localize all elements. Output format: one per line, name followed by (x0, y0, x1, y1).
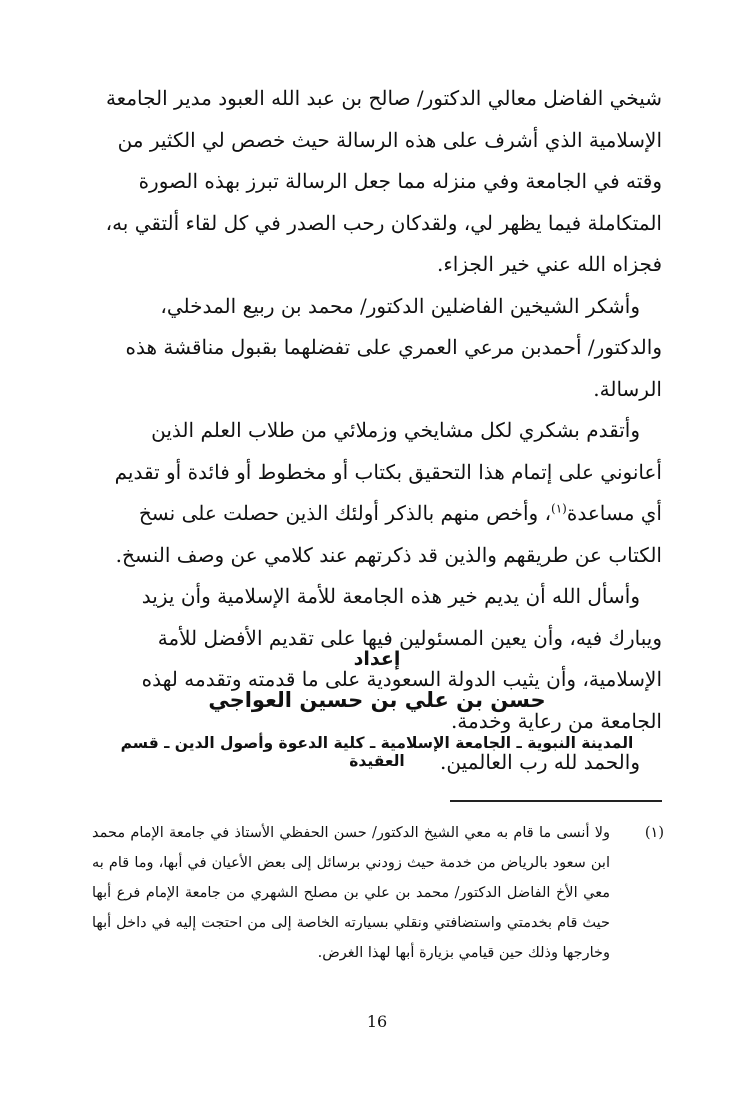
paragraph-closing-praise: والحمد لله رب العالمين. (440, 750, 640, 774)
footnote (92, 818, 664, 968)
paragraph-colleagues-text-before: وأتقدم بشكري لكل مشايخي وزملائي من طلاب العلم الذين أعانوني على إتمام هذا التحقيق بكتاب أو مخطوط أو فائدة أو تقديم أي مساعدة (114, 418, 662, 525)
signature-label: إعداد (353, 648, 401, 670)
main-body-text (92, 78, 662, 784)
page-number: 16 (366, 1012, 388, 1031)
footnote-separator (450, 800, 662, 802)
paragraph-colleagues-text-after: ، وأخص منهم بالذكر أولئك الذين حصلت على نسخ الكتاب عن طريقهم والذين قد ذكرتهم عند كلامي عن وصف النسخ. (115, 501, 662, 567)
footnote-text: ولا أنسى ما قام به معي الشيخ الدكتور/ حسن الحفظي الأستاذ في جامعة الإمام محمد ابن سعود بالرياض من خدمة حيث زودني برسائل إلى بعض الأعيان في أبها، وما قام به معي الأخ الفاضل الدكتور/ محمد بن علي بن مصلح الشهري من جامعة الإمام فرع أبها حيث قام بخدمتي واستضافتي ونقلي بسيارته الخاصة إلى من احتجت إليه في داخل أبها وخارجها وذلك حين قيامي بزيارة أبها لهذا الغرض. (92, 825, 610, 961)
author-name: حسن بن علي بن حسين العواجي (208, 688, 546, 712)
paragraph-supervisor-thanks: شيخي الفاضل معالي الدكتور/ صالح بن عبد الله العبود مدير الجامعة الإسلامية الذي أشرف على هذه الرسالة حيث خصص لي الكثير من وقته في الجامعة وفي منزله مما جعل الرسالة تبرز بهذه الصورة المتكاملة فيما يظهر لي، ولقدكان رحب الصدر في كل لقاء ألتقي به، فجزاه الله عني خير الجزاء. (105, 86, 662, 276)
paragraph-colleagues-thanks (92, 410, 662, 576)
paragraph-committee-thanks: وأشكر الشيخين الفاضلين الدكتور/ محمد بن ربيع المدخلي، والدكتور/ أحمدبن مرعي العمري على تفضلهما بقبول مناقشة هذه الرسالة. (125, 293, 662, 401)
footnote-marker: (١) (644, 825, 664, 841)
paragraph-university-prayer: وأسأل الله أن يديم خير هذه الجامعة للأمة الإسلامية وأن يزيد ويبارك فيه، وأن يعين المسئولين فيها على تقديم الأفضل للأمة الإسلامية، وأن يثيب الدولة السعودية على ما قدمته وتقدمه لهذه الجامعة من رعاية وخدمة. (141, 584, 662, 733)
footnote-reference[interactable]: (١) (551, 501, 567, 516)
author-affiliation: المدينة النبوية ـ الجامعة الإسلامية ـ كلية الدعوة وأصول الدين ـ قسم العقيدة (120, 734, 634, 770)
